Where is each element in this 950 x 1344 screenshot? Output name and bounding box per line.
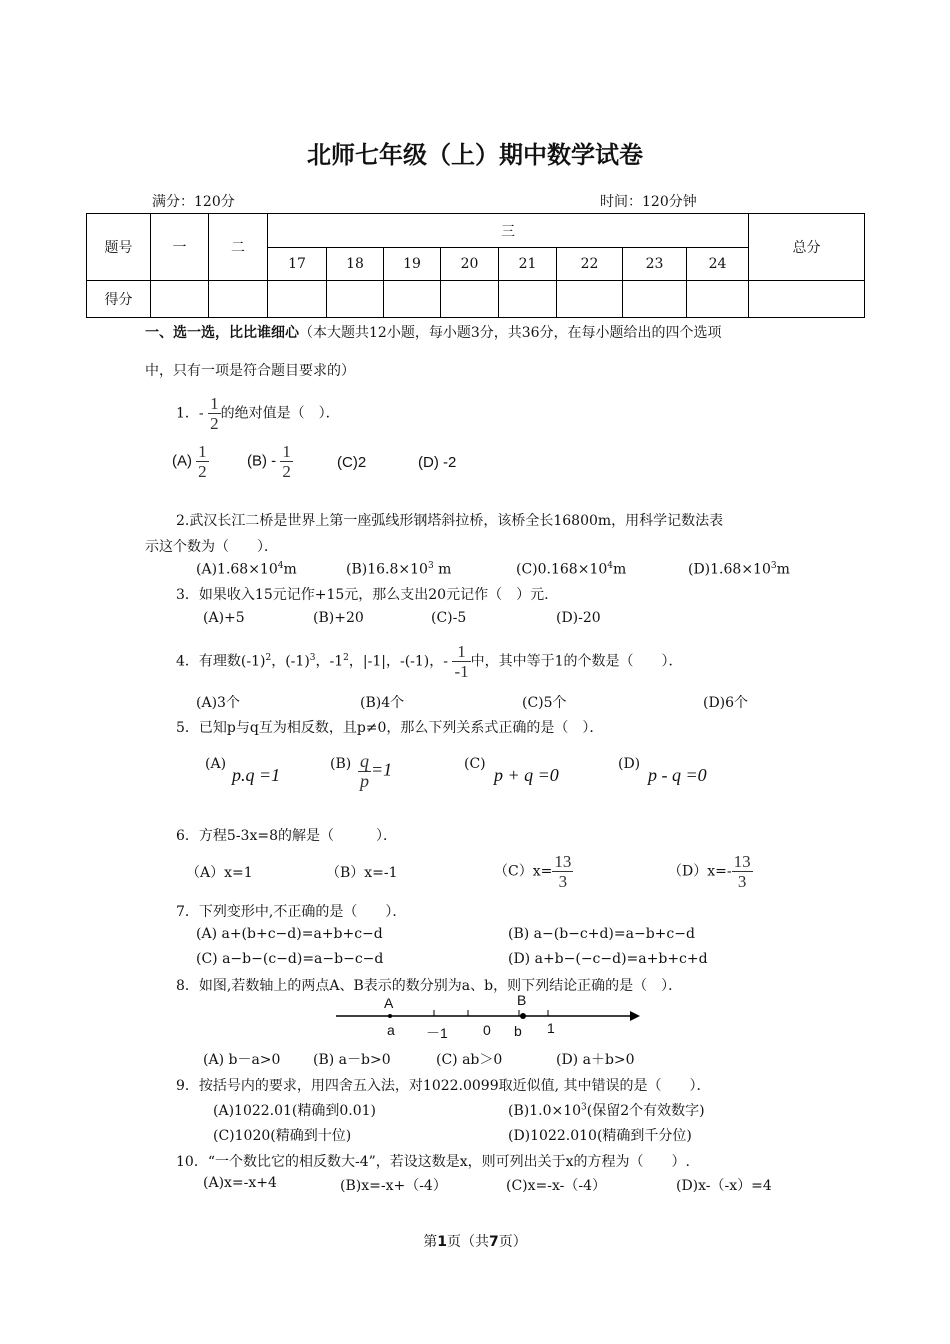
q5-option-b: $\frac{q}{p}$ =1 (360, 751, 393, 791)
label-0: 0 (483, 1022, 491, 1038)
col: 24 (687, 248, 749, 281)
q6-option-d: （D）x=- $\frac{13}{3}$ (668, 852, 751, 891)
page-title: 北师七年级（上）期中数学试卷 (307, 141, 643, 169)
q9-option-d: (D)1022.010(精确到千分位) (508, 1128, 692, 1144)
fraction: $\frac{1}{2}$ (210, 394, 219, 433)
q2-option-b: $(B)16.8\times 10^3$ m (346, 561, 452, 578)
label-minus1: －1 (426, 1025, 448, 1041)
h-score: 得分 (87, 281, 151, 318)
score-cell[interactable] (499, 281, 557, 318)
question-6: 6．方程5-3x=8的解是（ ）． (176, 828, 397, 844)
label-A: A (384, 995, 394, 1011)
score-cell[interactable] (327, 281, 384, 318)
col: 19 (384, 248, 441, 281)
q5-option-d: p - q =0 (648, 765, 707, 785)
label-B: B (517, 992, 527, 1008)
col: 20 (441, 248, 499, 281)
q4-option-b: (B)4个 (360, 695, 405, 711)
q8-option-a: (A) b－a>0 (203, 1052, 281, 1068)
page-total: 7 (489, 1234, 499, 1250)
q6-option-b: （B）x=-1 (326, 865, 398, 881)
q5-option-a: p.q =1 (232, 765, 281, 785)
col: 21 (499, 248, 557, 281)
score-table (86, 213, 865, 318)
q1-option-d: (D) -2 (418, 454, 457, 471)
q3-option-a: (A)+5 (203, 610, 245, 626)
q2-option-a: $(A)1.68\times 10^4m$ (196, 561, 297, 578)
q10-option-c: (C)x=-x-（-4） (506, 1178, 607, 1194)
question-9: 9．按括号内的要求，用四舍五入法，对1022.0099取近似值, 其中错误的是（ ）． (176, 1078, 711, 1094)
h-2: 二 (209, 214, 268, 281)
q3-option-c: (C)-5 (431, 610, 467, 626)
q1-option-b: (B) - $\frac{1}{2}$ (247, 442, 291, 481)
section-1-intro (145, 322, 722, 342)
question-8: 8．如图,若数轴上的两点A、B表示的数分别为a、b，则下列结论正确的是（ ）． (176, 978, 683, 994)
score-cell[interactable] (268, 281, 327, 318)
point-a (388, 1014, 392, 1018)
label-b: b (514, 1023, 522, 1039)
score-cell[interactable] (687, 281, 749, 318)
page-number: 1 (437, 1234, 447, 1250)
q9-option-b: $(B)1.0\times 10^3$(保留2个有效数字) (508, 1102, 705, 1119)
q1-option-a: (A) $\frac{1}{2}$ (172, 442, 207, 481)
q4-option-a: (A)3个 (196, 695, 240, 711)
question-2-line1: 2.武汉长江二桥是世界上第一座弧线形钢塔斜拉桥，该桥全长16800m，用科学记数法表 (176, 513, 724, 529)
section-desc: （本大题共12小题，每小题3分，共36分，在每小题给出的四个选项 (299, 325, 722, 341)
score-cell[interactable] (384, 281, 441, 318)
question-3: 3．如果收入15元记作+15元，那么支出20元记作（ ）元. (176, 587, 549, 603)
label-a: a (387, 1022, 395, 1038)
col: 23 (623, 248, 687, 281)
q6-option-a: （A）x=1 (186, 865, 253, 881)
score-cell[interactable] (623, 281, 687, 318)
q3-option-b: (B)+20 (313, 610, 364, 626)
q4-option-c: (C)5个 (522, 695, 567, 711)
neg: - (198, 405, 204, 422)
q8-option-b: (B) a－b>0 (313, 1052, 391, 1068)
q10-option-b: (B)x=-x+（-4） (340, 1178, 447, 1194)
q1-option-c: (C)2 (337, 454, 367, 471)
q5-option-c-label: (C) (464, 756, 486, 772)
q7-option-d: (D) a+b−(−c−d)=a+b+c+d (508, 951, 708, 967)
question-2-line2: 示这个数为（ ）． (145, 539, 278, 555)
q2-option-d: $(D)1.68\times 10^3m$ (688, 561, 790, 578)
q9-option-c: (C)1020(精确到十位) (213, 1128, 352, 1144)
col: 22 (557, 248, 623, 281)
page-footer: 第1页（共7页） (423, 1234, 527, 1250)
score-cell[interactable] (209, 281, 268, 318)
q8-option-d: (D) a＋b>0 (556, 1052, 635, 1068)
col: 17 (268, 248, 327, 281)
q10-option-d: (D)x-（-x）=4 (676, 1178, 772, 1194)
h-total: 总分 (749, 214, 865, 281)
col: 18 (327, 248, 384, 281)
label-1: 1 (547, 1020, 555, 1036)
h-num: 题号 (87, 214, 151, 281)
q2-option-c: $(C)0.168\times 10^4m$ (516, 561, 627, 578)
h-1: 一 (151, 214, 209, 281)
score-cell[interactable] (749, 281, 865, 318)
section-desc-2: 中，只有一项是符合题目要求的） (145, 363, 355, 379)
score-cell[interactable] (151, 281, 209, 318)
q5-option-c: p + q =0 (494, 765, 559, 785)
q5-option-b-label: (B) (330, 756, 352, 772)
question-5: 5．已知p与q互为相反数，且p≠0，那么下列关系式正确的是（ ）． (176, 720, 604, 736)
q5-option-d-label: (D) (618, 756, 641, 772)
q-text: 的绝对值是（ ）． (220, 405, 340, 422)
point-b (520, 1013, 526, 1019)
full-score: 满分：120分 (152, 194, 235, 210)
section-heading: 一、选一选，比比谁细心 (145, 325, 299, 341)
q7-option-a: (A) a+(b+c−d)=a+b+c−d (196, 926, 383, 942)
q9-option-a: (A)1022.01(精确到0.01) (213, 1103, 377, 1119)
q7-option-c: (C) a−b−(c−d)=a−b−c−d (196, 951, 384, 967)
question-10: 10．“一个数比它的相反数大-4”，若设这数是x，则可列出关于x的方程为（ ）. (176, 1154, 691, 1170)
q6-option-c: （C）x= $\frac{13}{3}$ (494, 852, 572, 891)
arrow-icon (630, 1011, 640, 1021)
score-cell[interactable] (441, 281, 499, 318)
q10-option-a: (A)x=-x+4 (203, 1175, 277, 1191)
score-cell[interactable] (557, 281, 623, 318)
q8-option-c: (C) ab＞0 (436, 1052, 503, 1068)
q5-option-a-label: (A) (205, 756, 227, 772)
question-1 (176, 394, 340, 433)
q3-option-d: (D)-20 (556, 610, 601, 626)
q4-option-d: (D)6个 (703, 695, 749, 711)
question-7: 7．下列变形中,不正确的是（ ）． (176, 904, 407, 920)
question-4: 4．有理数$(-1)^2$，$(-1)^3$，$-1^2$，|-1|，-(-1)，- $\frac{1}{-1}$ 中，其中等于1的个数是（ ）． (176, 642, 683, 681)
q-num: 1． (176, 405, 199, 422)
exam-time: 时间：120分钟 (600, 194, 697, 210)
h-3: 三 (268, 214, 749, 248)
q7-option-b: (B) a−(b−c+d)=a−b+c−d (508, 926, 695, 942)
